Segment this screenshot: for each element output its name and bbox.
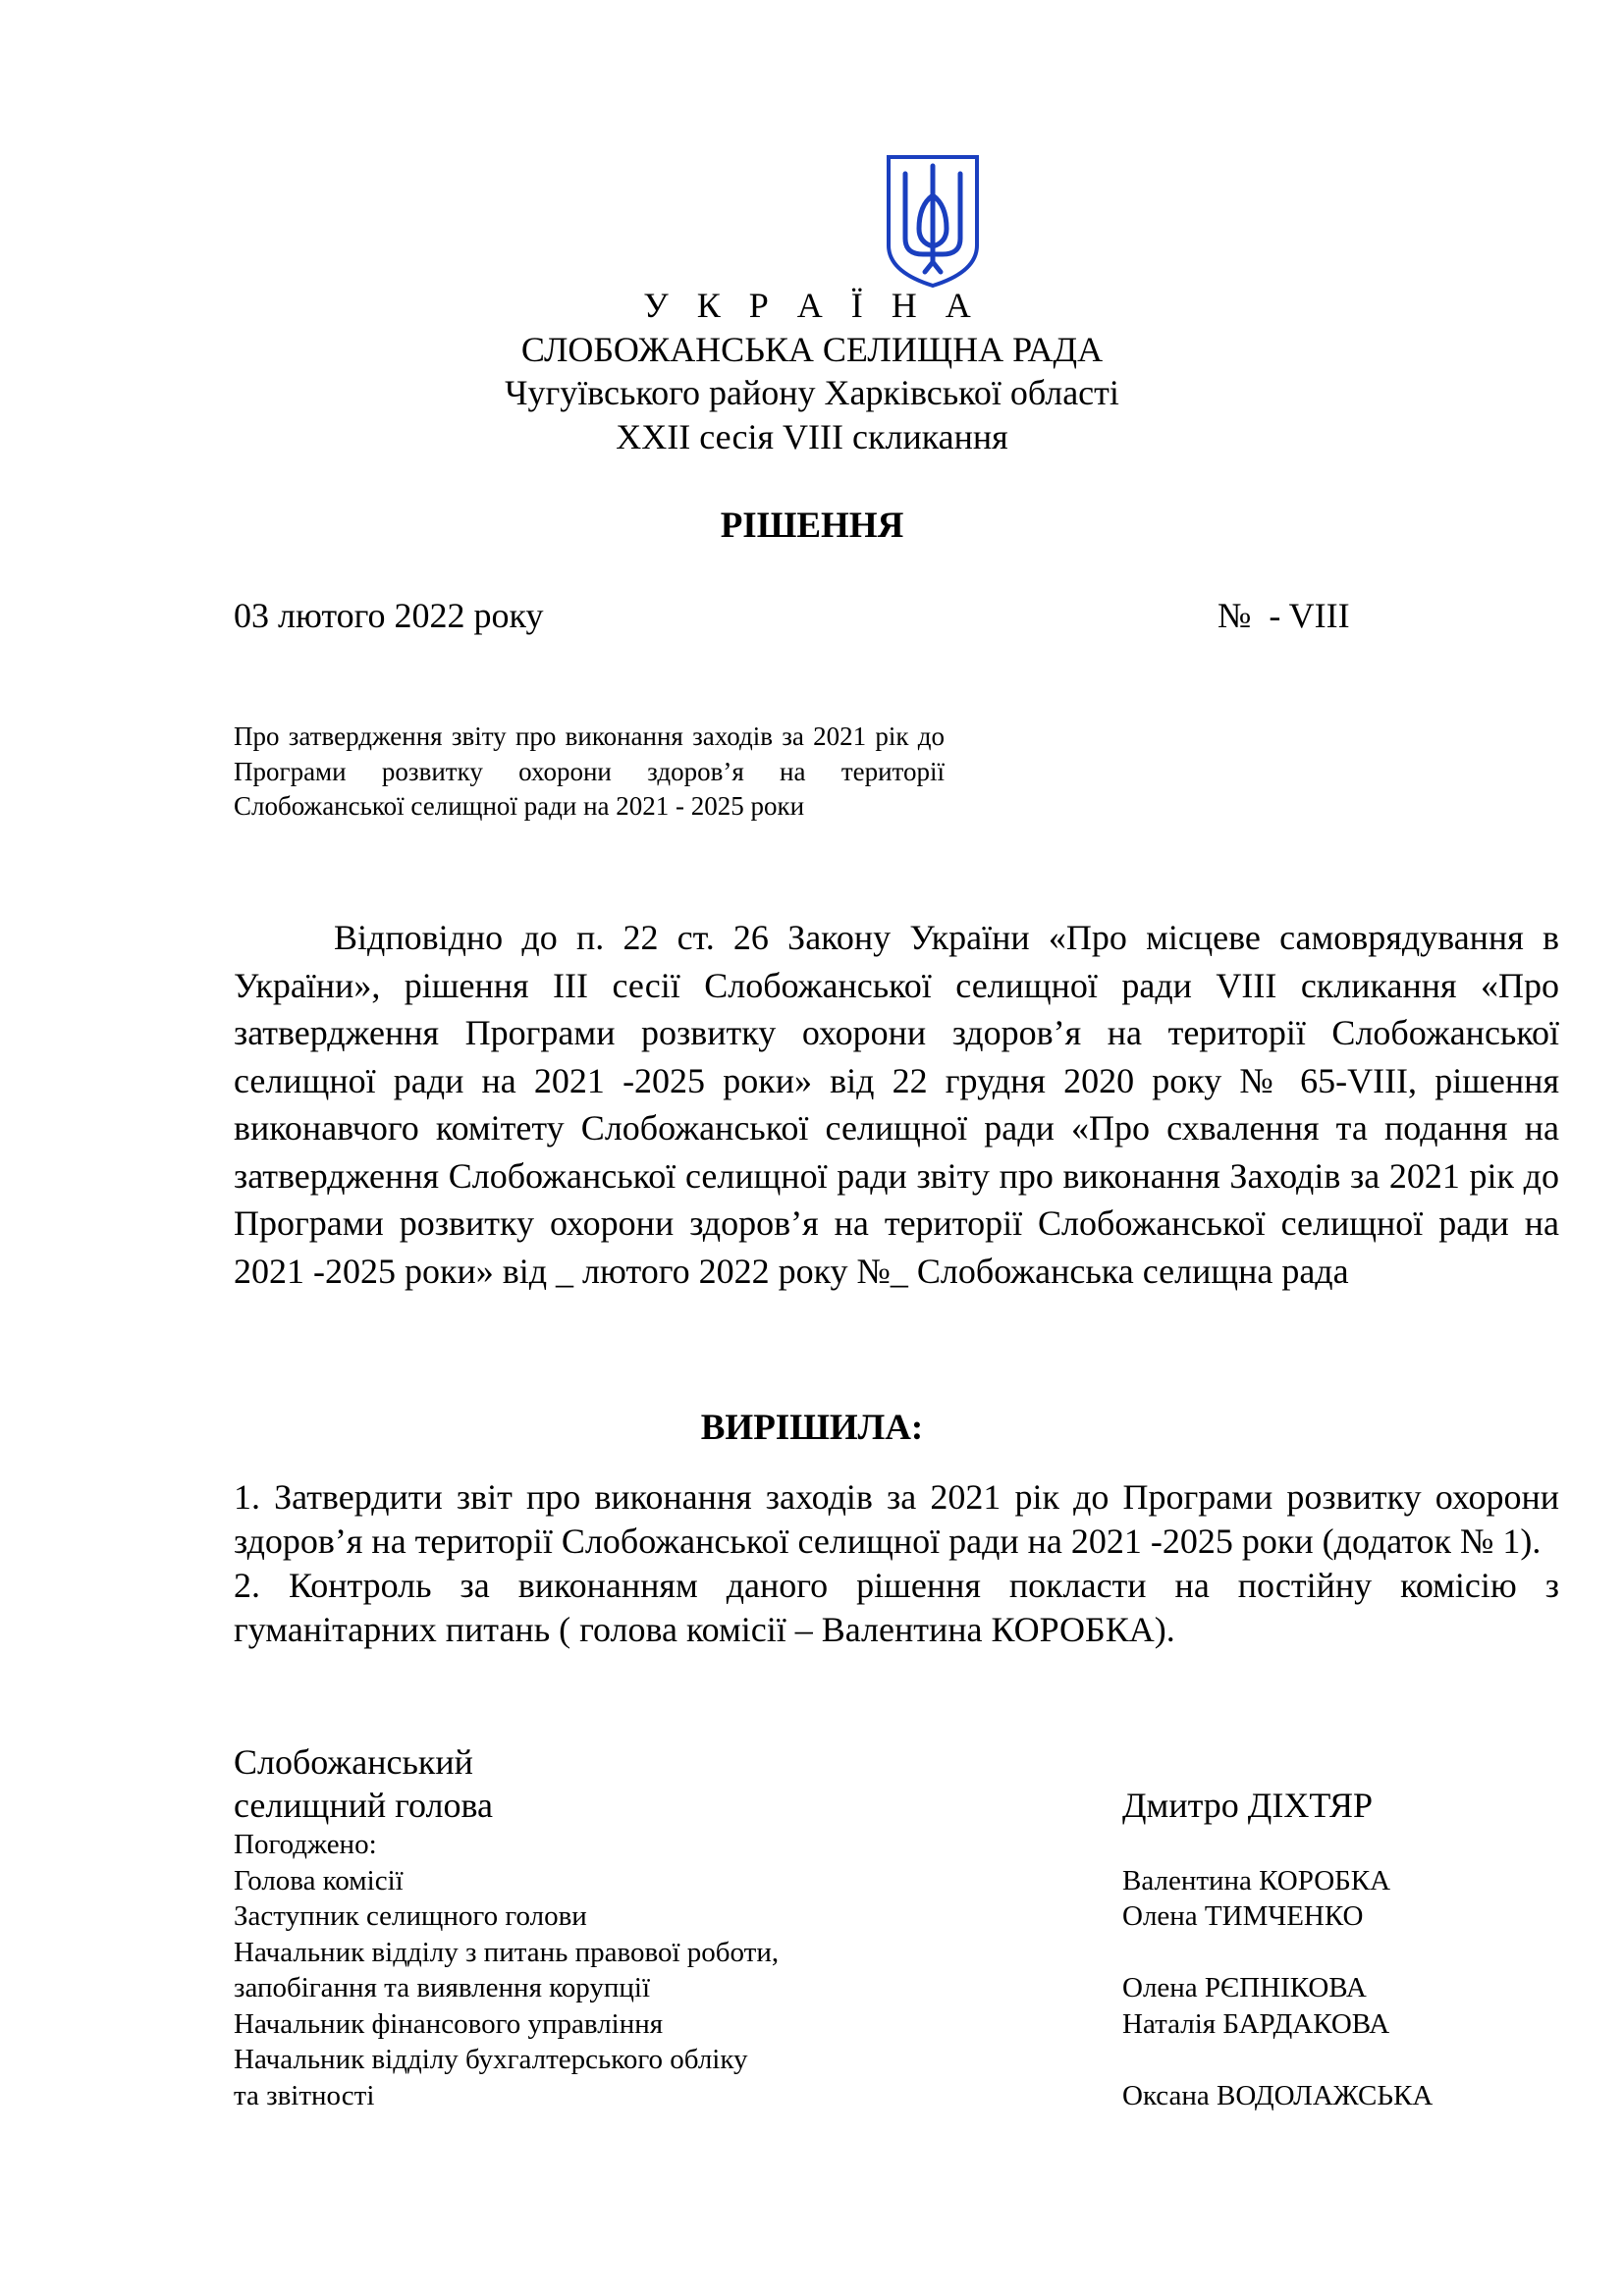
approval-position: Заступник селищного голови <box>234 1900 587 1932</box>
session-line: XXII сесія VIII скликання <box>616 417 1008 456</box>
approval-row <box>234 2078 1608 2114</box>
approval-name: Олена ТИМЧЕНКО <box>1122 1900 1364 1932</box>
signatory-position-line: Слобожанський <box>234 1742 473 1782</box>
approval-position: Начальник відділу бухгалтерського обліку <box>234 2044 748 2075</box>
approval-name <box>1122 2042 1608 2078</box>
decision-number: № - VIII <box>1218 596 1350 635</box>
approval-row <box>234 1898 1608 1935</box>
approval-row <box>234 2042 1608 2078</box>
decided-heading: ВИРІШИЛА: <box>700 1408 924 1448</box>
document-title: РІШЕННЯ <box>720 506 904 546</box>
approvals-block <box>234 1827 1608 2113</box>
preamble-paragraph: Відповідно до п. 22 ст. 26 Закону України «Про місцеве самоврядування в України», рішення ІІІ сесії Слобожанської селищної ради VIII скликання «Про затвердження Програми розвитку охорони здоров’я на території Слобожанської селищної ради на 2021 -2025 роки» від 22 грудня 2020 року № 65-VIII, рішення виконавчого комітету Слобожанської селищної ради «Про схвалення та подання на затвердження Слобожанської селищної ради звіту про виконання Заходів за 2021 рік до Програми розвитку охорони здоров’я на території Слобожанської селищної ради на 2021 -2025 роки» від _ лютого 2022 року №_ Слобожанська селищна рада <box>234 918 1559 1291</box>
approval-position: запобігання та виявлення корупції <box>234 1972 651 2003</box>
approval-position: Начальник фінансового управління <box>234 2007 664 2040</box>
approval-name: Наталія БАРДАКОВА <box>1122 2007 1390 2040</box>
council-name: СЛОБОЖАНСЬКА СЕЛИЩНА РАДА <box>520 330 1104 369</box>
district-name: Чугуївського району Харківської області <box>505 373 1119 412</box>
signatory-position <box>234 1740 493 1827</box>
approval-name: Валентина КОРОБКА <box>1122 1864 1391 1896</box>
decision-item: 1. Затвердити звіт про виконання заходів за 2021 рік до Програми розвитку охорони здоров’я на території Слобожанської селищної ради на 2021 -2025 роки (додаток № 1). <box>234 1477 1559 1561</box>
approval-name: Оксана ВОДОЛАЖСЬКА <box>1122 2079 1434 2111</box>
approval-row <box>234 1970 1608 2006</box>
approval-position: та звітності <box>234 2079 375 2111</box>
approval-row <box>234 1935 1608 1971</box>
decision-item: 2. Контроль за виконанням даного рішення покласти на постійну комісію з гуманітарних питань ( голова комісії – Валентина КОРОБКА). <box>234 1566 1559 1649</box>
decision-subject: Про затвердження звіту про виконання заходів за 2021 рік до Програми розвитку охорони здоров’я на території Слобожанської селищної ради на 2021 - 2025 роки <box>234 721 945 821</box>
approvals-heading: Погоджено: <box>234 1829 377 1860</box>
approval-name <box>1122 1935 1608 1971</box>
country-heading: У К Р А Ї Н А <box>643 286 981 325</box>
approval-row <box>234 1863 1608 1899</box>
signatory-name: Дмитро ДІХТЯР <box>1122 1786 1373 1825</box>
decision-date: 03 лютого 2022 року <box>234 596 544 635</box>
coat-of-arms-emblem <box>884 152 982 290</box>
approval-name: Олена РЄПНІКОВА <box>1122 1972 1367 2003</box>
decision-items <box>234 1475 1559 1652</box>
approval-position: Голова комісії <box>234 1864 404 1896</box>
approval-position: Начальник відділу з питань правової роботи, <box>234 1936 780 1968</box>
approval-row <box>234 2006 1608 2043</box>
signatory-position-line: селищний голова <box>234 1786 494 1825</box>
